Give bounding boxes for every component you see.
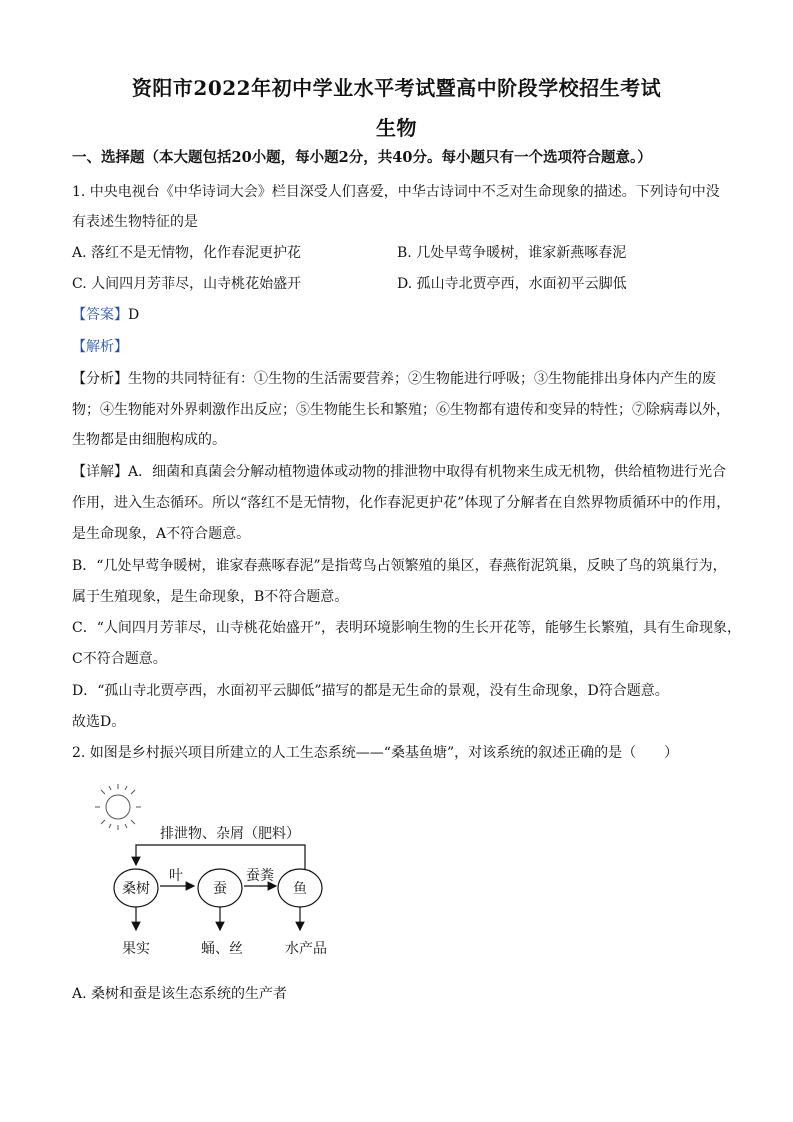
q1-option-a: A. 落红不是无情物，化作春泥更护花 bbox=[72, 245, 302, 261]
node-silkworm-label: 蚕 bbox=[213, 881, 227, 897]
analysis-tag: 【解析】 bbox=[72, 339, 128, 355]
pupa-silk-label: 蛹、丝 bbox=[201, 941, 243, 957]
fenxi-text1: 生物的共同特征有：①生物的生活需要营养；②生物能进行呼吸；③生物能排出身体内产生的废 bbox=[128, 371, 716, 387]
detail-text1: A．细菌和真菌会分解动植物遗体或动物的排泄物中取得有机物来生成无机物，供给植物进行光合 bbox=[128, 464, 727, 480]
fenxi-tag: 【分析】 bbox=[72, 371, 128, 387]
q1-detail-line8: D．“孤山寺北贾亭西，水面初平云脚低”描写的都是无生命的景观，没有生命现象，D符合题意。 bbox=[72, 683, 669, 699]
node-fish-label: 鱼 bbox=[293, 881, 307, 897]
q1-detail-line2: 作用，进入生态循环。所以“落红不是无情物，化作春泥更护花”体现了分解者在自然界物质循环中的作用， bbox=[72, 495, 731, 511]
aquatic-products-label: 水产品 bbox=[285, 941, 327, 957]
fertilizer-feedback-arrow bbox=[136, 845, 305, 869]
q1-stem-line2: 有表述生物特征的是 bbox=[72, 214, 198, 230]
q2-stem: 2. 如图是乡村振兴项目所建立的人工生态系统——“桑基鱼塘”，对该系统的叙述正确的是（ ） bbox=[72, 745, 679, 761]
q1-detail-line4: B．“几处早莺争暖树，谁家春燕啄春泥”是指莺鸟占领繁殖的巢区，春燕衔泥筑巢，反映了鸟的筑巢行为， bbox=[72, 558, 727, 574]
q1-detail-line6: C．“人间四月芳菲尽，山寺桃花始盛开”，表明环境影响生物的生长开花等，能够生长繁殖，具有生命现象， bbox=[72, 620, 742, 636]
detail-tag: 【详解】 bbox=[72, 464, 128, 480]
section-heading: 一、选择题（本大题包括20小题，每小题2分，共40分。每小题只有一个选项符合题意。） bbox=[72, 149, 652, 166]
answer-tag: 【答案】 bbox=[72, 307, 128, 323]
q1-fenxi-line3: 生物都是由细胞构成的。 bbox=[72, 432, 226, 448]
q1-option-d: D. 孤山寺北贾亭西，水面初平云脚低 bbox=[397, 276, 627, 292]
exam-title: 资阳市2022年初中学业水平考试暨高中阶段学校招生考试 bbox=[131, 76, 662, 100]
q1-stem-line1: 1. 中央电视台《中华诗词大会》栏目深受人们喜爱，中华古诗词中不乏对生命现象的描述。下列诗句中没 bbox=[72, 184, 720, 200]
q1-fenxi-line2: 物；④生物能对外界刺激作出反应；⑤生物能生长和繁殖；⑥生物都有遗传和变异的特性；⑦除病毒以外， bbox=[72, 402, 730, 418]
q1-detail-line7: C不符合题意。 bbox=[72, 651, 167, 667]
sun-icon bbox=[95, 784, 141, 830]
subject-title: 生物 bbox=[376, 116, 417, 140]
q1-option-b: B. 几处早莺争暖树，谁家新燕啄春泥 bbox=[397, 245, 627, 261]
answer-value: D bbox=[128, 307, 140, 323]
q1-detail-line5: 属于生殖现象，是生命现象，B不符合题意。 bbox=[72, 589, 349, 605]
fertilizer-label: 排泄物、杂屑（肥料） bbox=[160, 826, 300, 842]
q1-detail-line3: 是生命现象，A不符合题意。 bbox=[72, 526, 251, 542]
q2-option-a: A. 桑树和蚕是该生态系统的生产者 bbox=[72, 986, 288, 1002]
silkworm-feces-label: 蚕粪 bbox=[246, 868, 274, 884]
leaf-label: 叶 bbox=[169, 868, 183, 884]
node-mulberry-label: 桑树 bbox=[122, 881, 150, 897]
fruit-label: 果实 bbox=[122, 941, 150, 957]
q1-conclusion: 故选D。 bbox=[72, 714, 126, 730]
q1-option-c: C. 人间四月芳菲尽，山寺桃花始盛开 bbox=[72, 276, 302, 292]
